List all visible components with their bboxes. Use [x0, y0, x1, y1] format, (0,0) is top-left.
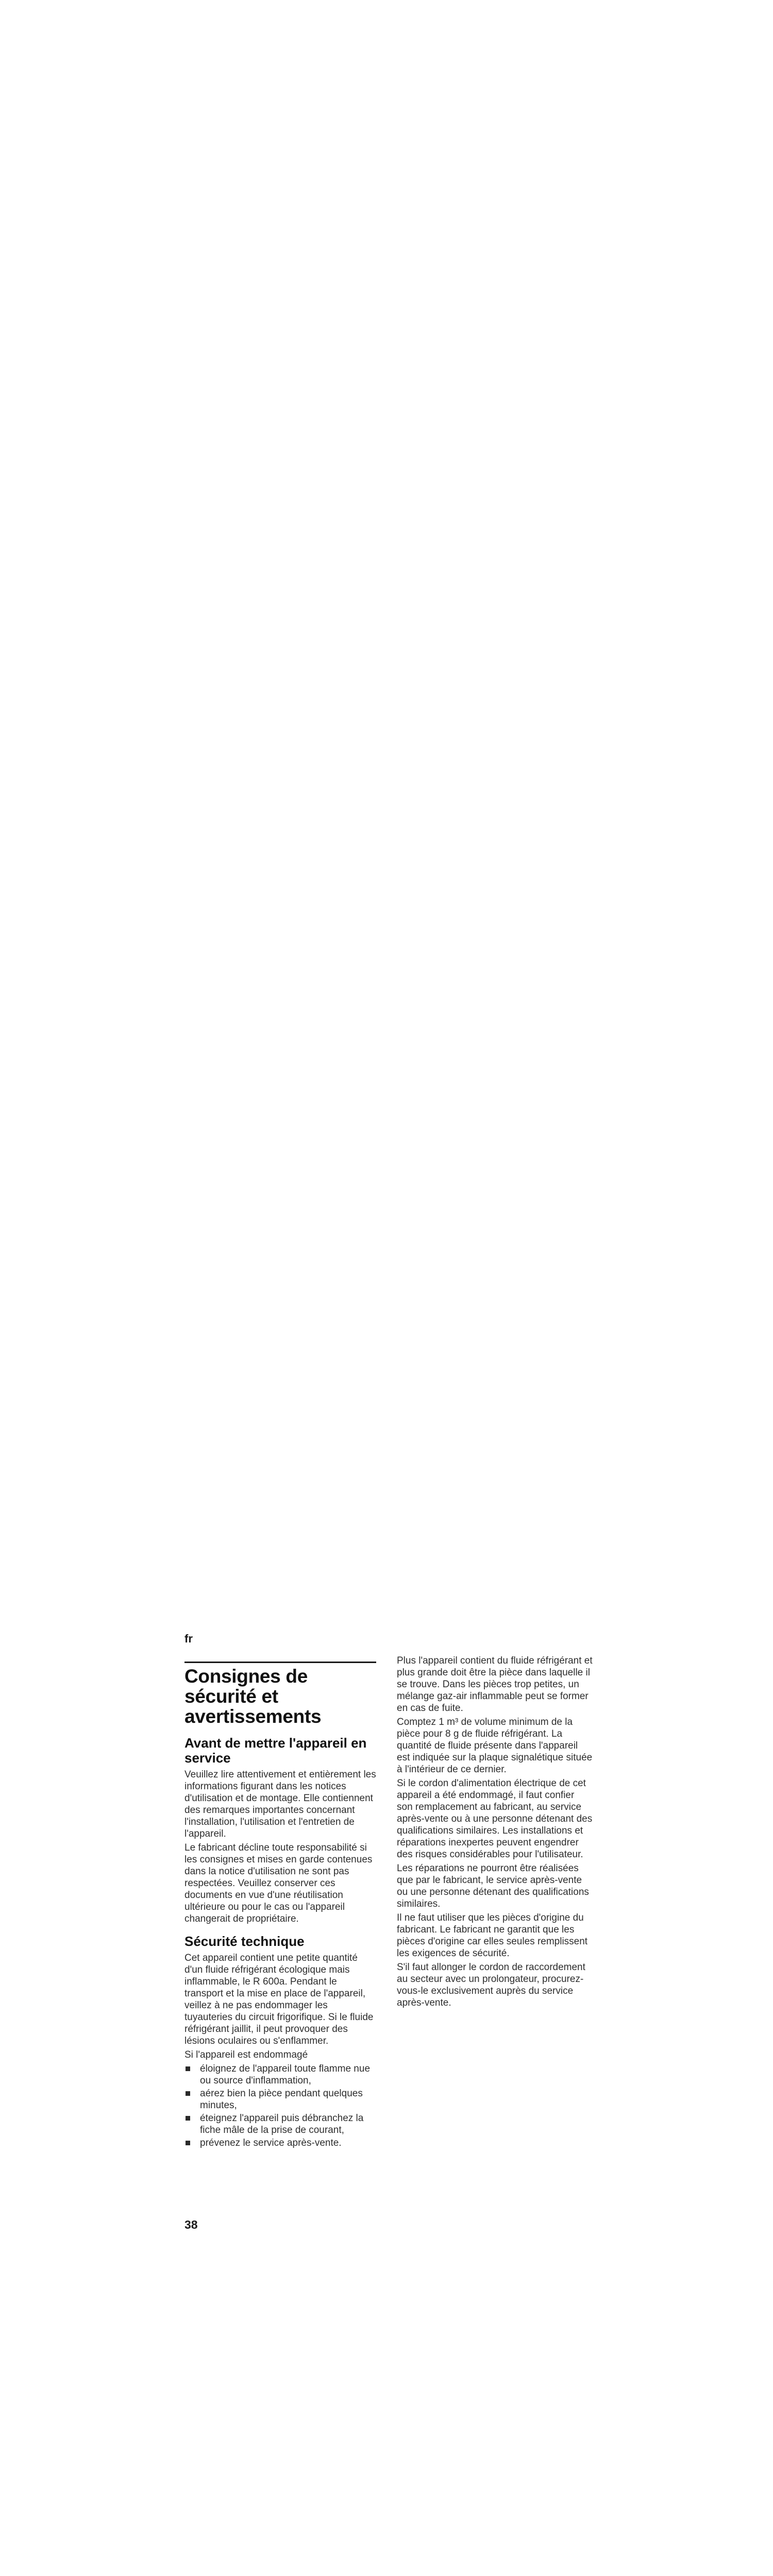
list-item-text: aérez bien la pièce pendant quelques minutes, — [200, 2088, 363, 2111]
page-title: Consignes de sécurité et avertissements — [184, 1666, 322, 1727]
paragraph: Il ne faut utiliser que les pièces d'origine du fabricant. Le fabricant ne garantit que les pièces d'origine car elles seules remplissent les exigences de sécurité. — [397, 1912, 588, 1959]
section-heading-before-use: Avant de mettre l'appareil en service — [184, 1735, 367, 1766]
page-number: 38 — [184, 2218, 198, 2231]
list-item-text: éloignez de l'appareil toute flamme nue ou source d'inflammation, — [200, 2063, 371, 2086]
paragraph: Plus l'appareil contient du fluide réfrigérant et plus grande doit être la pièce dans laquelle il se trouve. Dans les pièces trop petites, un mélange gaz-air inflammable peut se former en cas de fuite. — [397, 1655, 593, 1714]
list-item — [184, 2137, 376, 2149]
list-item-text: prévenez le service après-vente. — [200, 2138, 342, 2148]
paragraph: Comptez 1 m³ de volume minimum de la pièce pour 8 g de fluide réfrigérant. La quantité de fluide présente dans l'appareil est indiquée sur la plaque signalétique située à l'intérieur de ce dernier. — [397, 1717, 593, 1775]
bullet-icon — [186, 2091, 190, 2096]
list-item-text: éteignez l'appareil puis débranchez la fiche mâle de la prise de courant, — [200, 2113, 364, 2136]
bullet-icon — [186, 2141, 190, 2145]
left-column — [184, 1662, 376, 2150]
paragraph: Veuillez lire attentivement et entièrement les informations figurant dans les notices d'utilisation et de montage. Elle contiennent des remarques importantes concernant l'installation, l'utilisation et l'entretien de l'appareil. — [184, 1769, 376, 1839]
right-column — [397, 1655, 593, 2011]
section-heading-technical-safety: Sécurité technique — [184, 1934, 305, 1949]
list-item — [184, 2112, 376, 2136]
paragraph: Si le cordon d'alimentation électrique de cet appareil a été endommagé, il faut confier son remplacement au fabricant, au service après-vente ou à une personne détenant des qualifications similaires. Les installations et réparations inexpertes peuvent engendrer des risques considérables pour l'utilisateur. — [397, 1778, 593, 1860]
paragraph: Les réparations ne pourront être réalisées que par le fabricant, le service après-vente ou une personne détenant des qualifications similaires. — [397, 1863, 589, 1909]
language-code: fr — [184, 1632, 193, 1645]
bullet-icon — [186, 2116, 190, 2121]
paragraph: Cet appareil contient une petite quantité d'un fluide réfrigérant écologique mais inflammable, le R 600a. Pendant le transport et la mise en place de l'appareil, veillez à ne pas endommager les tuyauteries du circuit frigorifique. Si le fluide réfrigérant jaillit, il peut provoquer des lésions oculaires ou s'enflammer. — [184, 1953, 374, 2046]
title-rule — [184, 1662, 376, 1663]
paragraph: S'il faut allonger le cordon de raccordement au secteur avec un prolongateur, procurez-vous-le exclusivement auprès du service après-vente. — [397, 1962, 585, 2008]
list-item — [184, 2063, 376, 2087]
bullet-icon — [186, 2066, 190, 2071]
paragraph: Le fabricant décline toute responsabilité si les consignes et mises en garde contenues dans la notice d'utilisation ne sont pas respectées. Veuillez conserver ces documents en vue d'une réutilisation ultérieure ou pour le cas ou l'appareil changerait de propriétaire. — [184, 1842, 373, 1924]
paragraph: Si l'appareil est endommagé — [184, 2049, 308, 2060]
safety-steps-list — [184, 2063, 376, 2149]
list-item — [184, 2088, 376, 2111]
